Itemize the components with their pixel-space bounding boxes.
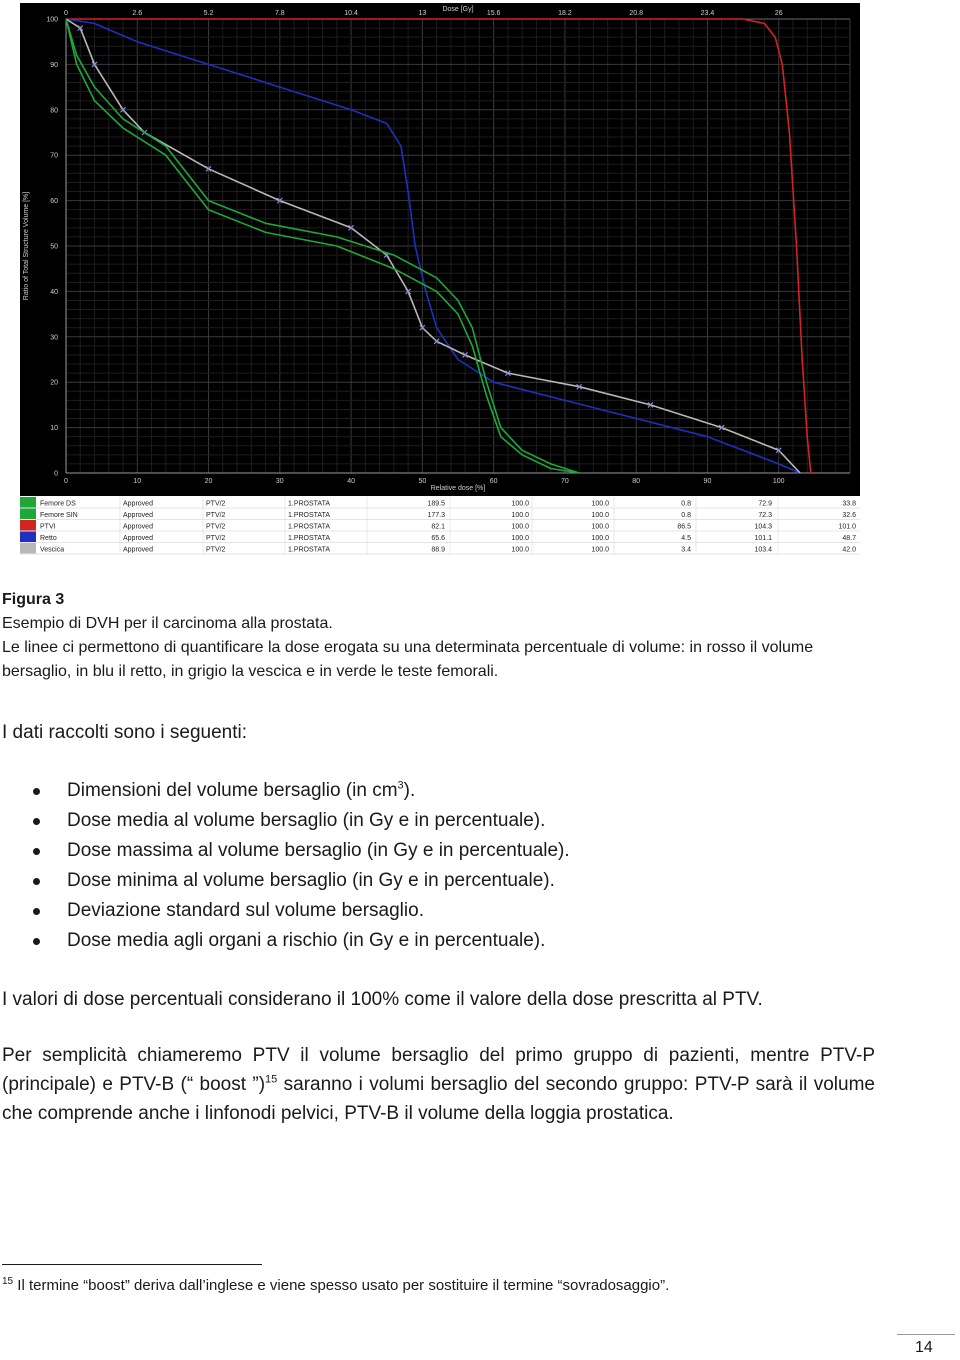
structure-color-swatch [20, 543, 36, 554]
x2-tick-label: 10.4 [344, 10, 358, 17]
bullet-icon [33, 878, 40, 885]
table-cell: 101.1 [754, 534, 772, 542]
table-cell: 33.8 [842, 500, 856, 508]
table-cell: PTV/2 [206, 534, 226, 542]
table-cell: PTV/2 [206, 500, 226, 508]
x2-tick-label: 7.8 [274, 10, 285, 17]
footnote-number: 15 [2, 1276, 14, 1287]
y-tick-label: 60 [50, 198, 58, 206]
table-cell: 100.0 [591, 523, 609, 531]
x2-tick-label: 20.8 [629, 10, 643, 17]
bullet-icon [33, 818, 40, 825]
dvh-figure [20, 3, 860, 555]
table-cell: PTV/2 [206, 523, 226, 531]
table-cell: 3.4 [681, 546, 691, 554]
x2-tick-label: 18.2 [558, 10, 572, 17]
y-tick-label: 40 [50, 288, 58, 296]
x-tick-label: 10 [133, 478, 142, 485]
x-tick-label: 100 [772, 478, 785, 485]
structure-color-swatch [20, 497, 36, 508]
table-cell: Vescica [40, 546, 65, 554]
list-item: Dose media al volume bersaglio (in Gy e in percentuale). [0, 806, 570, 836]
table-cell: 42.0 [842, 546, 856, 554]
table-cell: 4.5 [681, 534, 691, 542]
x-axis-label: Relative dose [%] [430, 485, 486, 492]
footnote-reference[interactable]: 15 [265, 1073, 278, 1086]
x-tick-label: 70 [561, 478, 569, 485]
table-cell: 0.8 [681, 511, 691, 519]
table-cell: 86.5 [677, 523, 691, 531]
data-collected-list [0, 776, 570, 956]
bullet-icon [33, 908, 40, 915]
table-cell: 48.7 [842, 534, 856, 542]
dvh-chart [20, 3, 860, 555]
list-item: Dose massima al volume bersaglio (in Gy e in percentuale). [0, 836, 570, 866]
x2-tick-label: 15.6 [486, 10, 501, 17]
y-tick-label: 70 [50, 152, 58, 160]
table-cell: 65.6 [431, 534, 445, 542]
y-tick-label: 10 [50, 425, 58, 433]
x2-tick-label: 0 [64, 10, 68, 17]
figure-caption-title: Figura 3 [2, 591, 65, 608]
y-tick-label: 90 [50, 61, 58, 69]
table-cell: 1.PROSTATA [288, 511, 331, 519]
y-axis-label: Ratio of Total Structure Volume [%] [23, 191, 30, 301]
table-cell: 82.1 [431, 523, 445, 531]
x2-axis-label: Dose [Gy] [442, 6, 474, 13]
table-cell: 100.0 [511, 500, 529, 508]
table-cell: Approved [123, 534, 153, 542]
list-item: Deviazione standard sul volume bersaglio. [0, 896, 570, 926]
table-cell: PTV/2 [206, 546, 226, 554]
x-tick-label: 20 [204, 478, 213, 485]
x-tick-label: 80 [632, 478, 641, 485]
y-tick-label: 20 [50, 379, 58, 387]
table-cell: 100.0 [511, 534, 529, 542]
bullet-icon [33, 788, 40, 795]
list-item: Dose media agli organi a rischio (in Gy e in percentuale). [0, 926, 570, 956]
bullet-icon [33, 848, 40, 855]
table-cell: 100.0 [511, 546, 529, 554]
y-tick-label: 50 [50, 243, 58, 251]
table-cell: 189.5 [427, 500, 445, 508]
table-cell: 32.6 [842, 511, 856, 519]
x-tick-label: 50 [418, 478, 427, 485]
bullet-icon [33, 938, 40, 945]
table-cell: 72.9 [758, 500, 772, 508]
x-tick-label: 30 [275, 478, 284, 485]
table-cell: Approved [123, 500, 153, 508]
x-tick-label: 0 [64, 478, 68, 485]
x-tick-label: 40 [347, 478, 355, 485]
table-cell: Retto [40, 534, 57, 542]
table-cell: 100.0 [511, 523, 529, 531]
dose-percentage-note: I valori di dose percentuali considerano il 100% come il valore della dose prescritta al PTV. [2, 989, 763, 1010]
table-cell: 100.0 [591, 534, 609, 542]
table-cell: 103.4 [754, 546, 772, 554]
table-cell: 177.3 [427, 511, 445, 519]
table-cell: 101.0 [838, 523, 856, 531]
table-cell: 88.9 [431, 546, 445, 554]
structure-color-swatch [20, 532, 36, 543]
footnote-text: Il termine “boost” deriva dall’inglese e viene spesso usato per sostituire il termine “sovradosaggio”. [13, 1277, 670, 1294]
table-cell: 1.PROSTATA [288, 523, 331, 531]
x2-tick-label: 2.6 [132, 10, 143, 17]
table-cell: Femore SIN [40, 511, 78, 519]
table-cell: 100.0 [591, 500, 609, 508]
table-cell: 1.PROSTATA [288, 546, 331, 554]
x-tick-label: 90 [703, 478, 712, 485]
y-tick-label: 80 [50, 107, 58, 115]
data-list-intro: I dati raccolti sono i seguenti: [2, 722, 248, 743]
page-number-rule [897, 1334, 955, 1335]
y-tick-label: 0 [54, 470, 58, 478]
table-cell: 100.0 [591, 546, 609, 554]
x2-tick-label: 23.4 [700, 10, 715, 17]
footnote-separator [2, 1264, 262, 1265]
y-tick-label: 100 [46, 16, 58, 24]
table-cell: Femore DS [40, 500, 76, 508]
table-cell: Approved [123, 511, 153, 519]
table-cell: PTV/2 [206, 511, 226, 519]
x2-tick-label: 26 [774, 10, 783, 17]
table-cell: 104.3 [754, 523, 772, 531]
figure-caption-subtitle: Esempio di DVH per il carcinoma alla prostata. [2, 615, 333, 632]
list-item: Dimensioni del volume bersaglio (in $cm^3$). [0, 776, 570, 806]
ptv-definition-paragraph: Per semplicità chiameremo PTV il volume bersaglio del primo gruppo di pazienti, mentre PTV-P (principale) e PTV-B (“ boost ”)$^{15}$ saranno i volumi bersaglio del secondo gruppo: PTV-P sarà il volume che comprende anche i linfonodi pelvici, PTV-B il volume della loggia prostatica. [2, 1045, 875, 1124]
table-cell: 100.0 [591, 511, 609, 519]
table-cell: Approved [123, 523, 153, 531]
table-cell: 1.PROSTATA [288, 534, 331, 542]
list-item: Dose minima al volume bersaglio (in Gy e in percentuale). [0, 866, 570, 896]
figure-caption-description: Le linee ci permettono di quantificare la dose erogata su una determinata percentuale di volume: in rosso il volume bersaglio, in blu il retto, in grigio la vescica e in verde le teste femorali. [2, 639, 814, 680]
table-cell: 1.PROSTATA [288, 500, 331, 508]
table-cell: 72.3 [758, 511, 772, 519]
x2-tick-label: 5.2 [203, 10, 214, 17]
y-tick-label: 30 [50, 334, 58, 342]
table-cell: Approved [123, 546, 153, 554]
page-number: 14 [915, 1339, 933, 1356]
table-cell: 100.0 [511, 511, 529, 519]
footnote [2, 1274, 669, 1298]
structure-color-swatch [20, 509, 36, 520]
table-cell: 0.8 [681, 500, 691, 508]
x2-tick-label: 13 [418, 10, 427, 17]
structure-color-swatch [20, 520, 36, 531]
x-tick-label: 60 [489, 478, 498, 485]
table-cell: PTVI [40, 523, 56, 531]
